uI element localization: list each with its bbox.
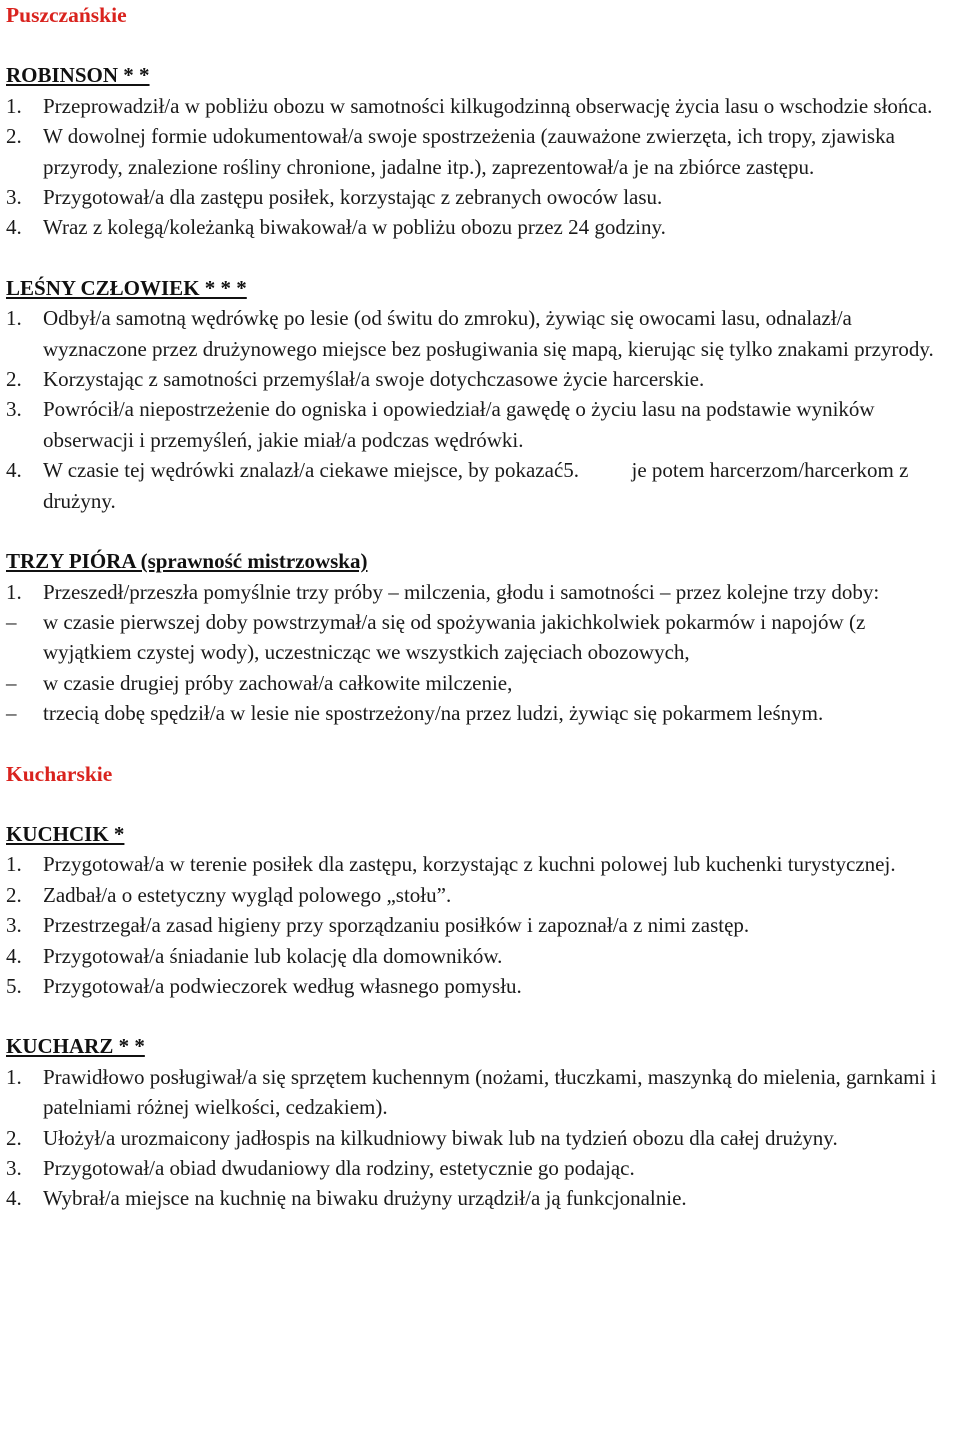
item-number: 2.: [6, 124, 22, 149]
category-heading-puszczanskie: Puszczańskie: [6, 3, 127, 27]
item-text: w czasie pierwszej doby powstrzymał/a się od spożywania jakichkolwiek pokarmów i napojów (z wyjątkiem czystej wody), uczestnicząc we wszystkich zajęciach obozowych,: [43, 609, 866, 665]
item-text: Przygotował/a obiad dwudaniowy dla rodziny, estetycznie go podając.: [43, 1156, 635, 1180]
requirements-list-lesny-czlowiek: [6, 303, 954, 516]
requirements-list-kucharz: [6, 1062, 954, 1214]
item-text: Zadbał/a o estetyczny wygląd polowego „stołu”.: [43, 882, 452, 907]
list-item: [6, 941, 954, 971]
list-item: [6, 455, 954, 516]
item-number: 3.: [6, 397, 22, 422]
dash-list-item: [6, 698, 954, 728]
item-text: Przeprowadził/a w pobliżu obozu w samotności kilkugodzinną obserwację życia lasu o wschodzie słońca.: [43, 93, 933, 118]
item-text: W czasie tej wędrówki znalazł/a ciekawe miejsce, by pokazać5. je potem harcerzom/harcerkom z drużyny.: [43, 458, 914, 513]
item-number: 1.: [6, 579, 22, 604]
badge-title-trzy-piora: TRZY PIÓRA (sprawność mistrzowska): [6, 549, 368, 574]
spacer: [6, 1001, 954, 1031]
list-item: [6, 1062, 954, 1123]
spacer: [6, 243, 954, 273]
item-text: Przeszedł/przeszła pomyślnie trzy próby – milczenia, głodu i samotności – przez kolejne trzy doby:: [43, 579, 880, 604]
item-text: Powrócił/a niepostrzeżenie do ogniska i opowiedział/a gawędę o życiu lasu na podstawie wyników obserwacji i przemyśleń, jakie miał/a podczas wędrówki.: [43, 397, 875, 452]
dash-bullet-icon: –: [6, 670, 17, 695]
dash-list-item: [6, 668, 954, 698]
list-item: [6, 577, 954, 607]
item-text: Przestrzegał/a zasad higieny przy sporządzaniu posiłków i zapoznał/a z nimi zastęp.: [43, 913, 750, 938]
item-number: 4.: [6, 458, 22, 483]
item-number: 3.: [6, 1156, 22, 1180]
list-item: [6, 364, 954, 394]
item-text: Przygotował/a podwieczorek według własnego pomysłu.: [43, 973, 522, 998]
spacer: [6, 729, 954, 759]
list-item: [6, 212, 954, 242]
badge-title-kucharz: KUCHARZ * *: [6, 1034, 145, 1059]
item-number: 4.: [6, 215, 22, 240]
item-number: 2.: [6, 882, 22, 907]
item-text: W dowolnej formie udokumentował/a swoje spostrzeżenia (zauważone zwierzęta, ich tropy, zjawiska przyrody, znalezione rośliny chronione, jadalne itp.), zaprezentował/a je na zbiórce zastępu.: [43, 124, 895, 179]
item-text: Prawidłowo posługiwał/a się sprzętem kuchennym (nożami, tłuczkami, maszynką do mielenia, garnkami i patelniami różnej wielkości, cedzakiem).: [43, 1064, 937, 1120]
requirements-list-kuchcik: [6, 849, 954, 1001]
spacer: [6, 789, 954, 819]
item-number: 4.: [6, 1186, 22, 1211]
list-item: [6, 121, 954, 182]
list-item: [6, 182, 954, 212]
item-number: 1.: [6, 93, 22, 118]
item-number: 1.: [6, 306, 22, 331]
requirements-list-robinson: [6, 91, 954, 243]
item-number: 3.: [6, 185, 22, 210]
list-item: [6, 303, 954, 364]
dash-bullet-icon: –: [6, 701, 17, 726]
item-text: Odbył/a samotną wędrówkę po lesie (od świtu do zmroku), żywiąc się owocami lasu, odnalazł/a wyznaczone przez drużynowego miejsce bez posługiwania się mapą, kierując się tylko znakami przyrody.: [43, 306, 934, 361]
badge-title-kuchcik: KUCHCIK *: [6, 821, 125, 846]
item-number: 4.: [6, 943, 22, 968]
item-text: trzecią dobę spędził/a w lesie nie spostrzeżony/na przez ludzi, żywiąc się pokarmem leśnym.: [43, 701, 824, 726]
item-text: Wraz z kolegą/koleżanką biwakował/a w pobliżu obozu przez 24 godziny.: [43, 215, 666, 240]
item-text: Przygotował/a dla zastępu posiłek, korzystając z zebranych owoców lasu.: [43, 185, 663, 210]
item-text: Ułożył/a urozmaicony jadłospis na kilkudniowy biwak lub na tydzień obozu dla całej drużyny.: [43, 1125, 838, 1150]
item-number: 1.: [6, 1064, 22, 1089]
list-item: [6, 394, 954, 455]
item-number: 1.: [6, 852, 22, 877]
list-item: [6, 971, 954, 1001]
item-text: Przygotował/a śniadanie lub kolację dla domowników.: [43, 943, 503, 968]
spacer: [6, 30, 954, 60]
badge-title-lesny-czlowiek: LEŚNY CZŁOWIEK * * *: [6, 275, 247, 300]
item-number: 2.: [6, 1125, 22, 1150]
dash-bullet-icon: –: [6, 609, 17, 634]
list-item: [6, 880, 954, 910]
list-item: [6, 1153, 954, 1183]
item-text: Przygotował/a w terenie posiłek dla zastępu, korzystając z kuchni polowej lub kuchenki turystycznej.: [43, 852, 896, 877]
item-text: Wybrał/a miejsce na kuchnię na biwaku drużyny urządził/a ją funkcjonalnie.: [43, 1186, 687, 1211]
list-item: [6, 849, 954, 879]
item-number: 5.: [6, 973, 22, 998]
category-heading-kucharskie: Kucharskie: [6, 761, 113, 786]
item-text: w czasie drugiej próby zachował/a całkowite milczenie,: [43, 670, 513, 695]
item-number: 2.: [6, 367, 22, 392]
item-text: Korzystając z samotności przemyślał/a swoje dotychczasowe życie harcerskie.: [43, 367, 705, 392]
list-item: [6, 1123, 954, 1153]
dash-list-item: [6, 607, 954, 668]
spacer: [6, 516, 954, 546]
badge-title-robinson: ROBINSON * *: [6, 63, 150, 88]
dash-list-trzy-piora: [6, 607, 954, 729]
item-number: 3.: [6, 913, 22, 938]
list-item: [6, 91, 954, 121]
list-item: [6, 1183, 954, 1213]
list-item: [6, 910, 954, 940]
